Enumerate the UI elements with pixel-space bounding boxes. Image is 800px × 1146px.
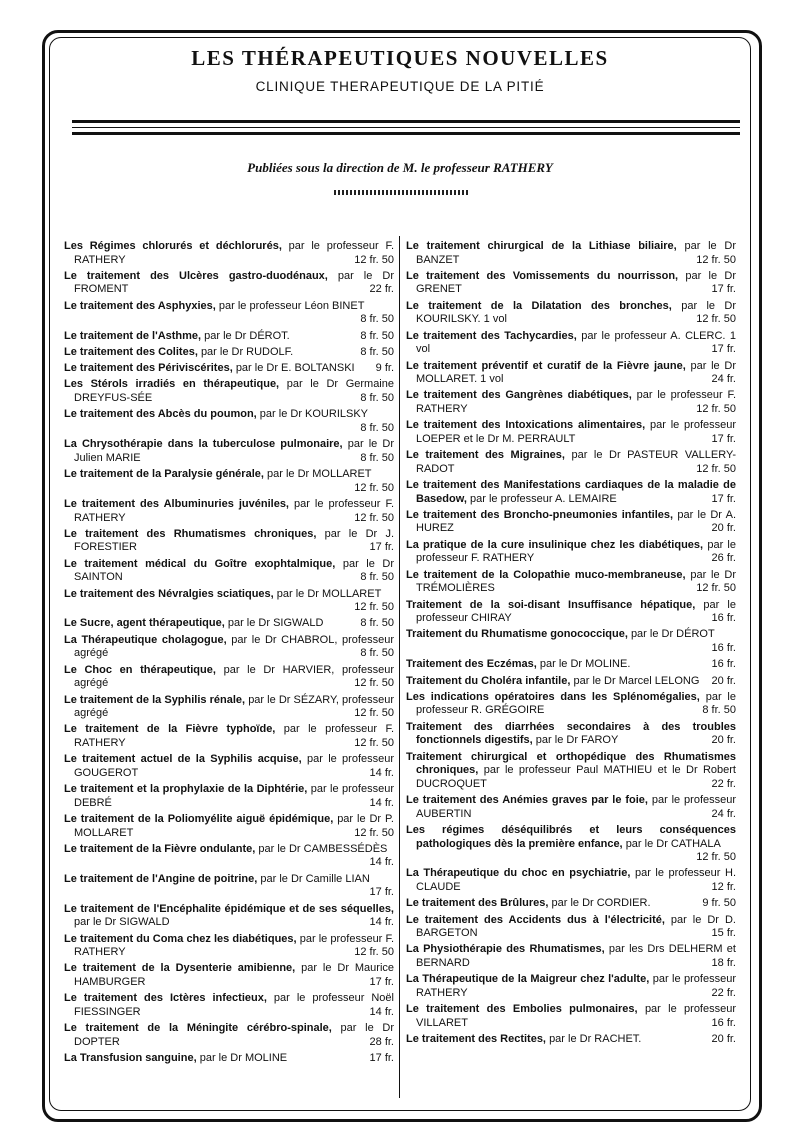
entry-price: 12 fr. 50 <box>354 736 394 749</box>
catalog-entry <box>406 389 736 416</box>
entry-title: Le traitement des Albuminuries juvéniles, <box>64 497 289 510</box>
entry-price: 9 fr. 50 <box>702 897 736 910</box>
entry-author: par le Dr MOLLARET <box>267 468 372 481</box>
catalog-entry <box>406 973 736 1000</box>
entry-price: 12 fr. 50 <box>354 511 394 524</box>
entry-author: par le Dr DÉROT. <box>204 329 290 342</box>
catalog-entry <box>64 270 394 297</box>
entry-author: par le Dr SIGWALD <box>227 617 324 630</box>
catalog-entry <box>64 468 394 495</box>
entry-title: Le traitement des Migraines, <box>406 449 565 462</box>
entry-title: Le traitement des Intoxications alimentaires, <box>406 419 646 432</box>
entry-price: 16 fr. <box>711 1016 736 1029</box>
catalog-entry <box>64 694 394 721</box>
catalog-entry <box>64 330 394 344</box>
catalog-entry <box>406 675 736 689</box>
entry-price: 14 fr. <box>369 856 394 869</box>
entry-title: Le traitement et la prophylaxie de la Diphtérie, <box>64 783 308 796</box>
catalog-entry <box>406 628 736 655</box>
entry-price: 20 fr. <box>711 734 736 747</box>
entry-title: Traitement des diarrhées secondaires à des troubles fonctionnels digestifs, <box>406 720 736 747</box>
header <box>54 46 746 94</box>
entry-author: par le professeur Léon BINET <box>218 299 365 312</box>
entry-price: 8 fr. 50 <box>360 329 394 342</box>
entry-author: par le professeur F. RATHERY <box>74 723 395 749</box>
entry-price: 16 fr. <box>711 612 736 625</box>
entry-price: 18 fr. <box>711 957 736 969</box>
entry-price: 14 fr. <box>369 766 394 779</box>
entry-author: par le Dr CAMBESSÉDÈS <box>258 842 388 855</box>
entry-title: Traitement chirurgical et orthopédique des Rhumatismes chroniques, <box>406 750 736 777</box>
catalog-entry <box>64 783 394 810</box>
entry-author: par le Dr DÉROT <box>630 628 715 641</box>
catalog-entry <box>64 1022 394 1049</box>
entry-price: 12 fr. 50 <box>354 707 394 720</box>
entry-author: par le professeur F. RATHERY <box>416 538 736 565</box>
entry-title: Le traitement des Embolies pulmonaires, <box>406 1003 638 1016</box>
entry-price: 22 fr. <box>711 777 736 790</box>
entry-author: par le professeur R. GRÉGOIRE <box>416 690 736 717</box>
catalog-entry <box>406 509 736 536</box>
entry-author: par le professeur F. RATHERY <box>74 932 395 959</box>
catalog-entry <box>64 438 394 465</box>
entry-author: par le professeur RATHERY <box>416 973 736 999</box>
entry-author: par le professeur LOEPER et le Dr M. PERRAULT <box>416 419 737 445</box>
entry-title: La Thérapeutique du choc en psychiatrie, <box>406 867 631 880</box>
entry-title: Le traitement des Ulcères gastro-duodénaux, <box>64 269 328 282</box>
entry-price: 9 fr. <box>375 362 394 375</box>
entry-author: par le Dr SÉZARY, professeur agrégé <box>74 693 395 720</box>
ornament-divider <box>334 190 468 195</box>
entry-author: par le professeur Noël FIESSINGER <box>74 992 394 1018</box>
entry-price: 17 fr. <box>369 886 394 899</box>
catalog-entry <box>406 569 736 596</box>
catalog-entry <box>406 824 736 865</box>
entry-price: 16 fr. <box>711 641 736 654</box>
catalog-entry <box>64 813 394 840</box>
entry-price: 14 fr. <box>369 796 394 809</box>
entry-title: La Physiothérapie des Rhumatismes, <box>406 943 605 956</box>
catalog-entry <box>64 362 394 376</box>
entry-title: Le traitement de l'Encéphalite épidémique et de ses séquelles, <box>64 902 394 915</box>
entry-price: 22 fr. <box>711 986 736 999</box>
page-title: LES THÉRAPEUTIQUES NOUVELLES <box>191 46 609 70</box>
entry-price: 8 fr. 50 <box>360 451 394 464</box>
entry-price: 24 fr. <box>711 373 736 386</box>
entry-title: Le traitement des Colites, <box>64 345 198 358</box>
entry-title: La pratique de la cure insulinique chez les diabétiques, <box>406 538 704 551</box>
entry-price: 15 fr. <box>711 927 736 940</box>
entry-title: Les indications opératoires dans les Splénomégalies, <box>406 690 700 703</box>
entry-title: Le traitement de la Paralysie générale, <box>64 468 264 481</box>
entry-price: 16 fr. <box>711 658 736 671</box>
entry-title: Les Régimes chlorurés et déchlorurés, <box>64 240 282 252</box>
catalog-entry <box>64 408 394 435</box>
entry-author: par le professeur A. LEMAIRE <box>470 492 617 505</box>
entry-author: par le Dr E. BOLTANSKI <box>235 362 355 375</box>
catalog-entry <box>64 933 394 960</box>
entry-title: Le Choc en thérapeutique, <box>64 663 216 676</box>
entry-title: Les régimes déséquilibrés et leurs conséquences pathologiques dès la première enfance, <box>406 823 736 850</box>
entry-title: Le traitement de la Dysenterie amibienne, <box>64 962 296 975</box>
entry-title: Le traitement de l'Asthme, <box>64 329 202 342</box>
entry-author: par le Dr Camille LIAN <box>260 872 370 885</box>
catalog-entry <box>64 588 394 615</box>
catalog-entry <box>406 270 736 297</box>
entry-author: par le Dr MOLINE <box>199 1052 288 1064</box>
entry-author: par le Dr Germaine DREYFUS-SÉE <box>74 378 394 405</box>
entry-title: Le traitement de l'Angine de poitrine, <box>64 872 258 885</box>
entry-title: Le traitement des Broncho-pneumonies infantiles, <box>406 508 674 521</box>
entry-title: Le traitement médical du Goître exophtalmique, <box>64 557 336 570</box>
catalog-entry <box>64 843 394 870</box>
entry-author: par les Drs DELHERM et BERNARD <box>416 943 736 969</box>
entry-author: par le professeur Paul MATHIEU et le Dr Robert DUCROQUET <box>416 764 736 790</box>
entry-title: Le traitement des Anémies graves par le foie, <box>406 794 648 807</box>
catalog-entry <box>406 300 736 327</box>
catalog-entry <box>64 962 394 989</box>
entry-price: 24 fr. <box>711 807 736 820</box>
direction-line: Publiées sous la direction de M. le professeur RATHERY <box>247 160 553 175</box>
entry-author: par le professeur GOUGEROT <box>74 753 395 779</box>
entry-author: par le Dr MOLLARET <box>276 587 382 600</box>
catalog-entry <box>406 479 736 506</box>
entry-title: Traitement du Rhumatisme gonococcique, <box>406 628 628 641</box>
entry-price: 12 fr. 50 <box>354 677 394 690</box>
entry-price: 12 fr. 50 <box>354 826 394 839</box>
entry-title: La Chrysothérapie dans la tuberculose pulmonaire, <box>64 438 343 451</box>
entry-title: Le traitement de la Syphilis rénale, <box>64 693 246 706</box>
entry-title: Le traitement des Ictères infectieux, <box>64 992 267 1005</box>
entry-price: 8 fr. 50 <box>360 392 394 405</box>
entry-author: par le Dr GRENET <box>416 269 736 296</box>
catalog-entry <box>406 330 736 357</box>
catalog-entry <box>406 539 736 566</box>
catalog-entry <box>406 751 736 792</box>
entry-author: par le Dr Marcel LELONG <box>573 674 700 687</box>
catalog-entry <box>64 558 394 585</box>
catalog-entry <box>64 378 394 405</box>
entry-author: par le Dr TRÉMOLIÈRES <box>416 568 736 595</box>
catalog-entry <box>64 528 394 555</box>
catalog-entry <box>406 867 736 894</box>
entry-author: par le Dr MOLINE. <box>539 658 631 671</box>
entry-price: 14 fr. <box>369 1005 394 1018</box>
entry-title: Le traitement de la Colopathie muco-membraneuse, <box>406 568 686 581</box>
catalog-entry <box>64 873 394 900</box>
catalog-entry <box>406 419 736 446</box>
entry-title: Le traitement préventif et curatif de la Fièvre jaune, <box>406 359 686 372</box>
entry-title: Le traitement de la Méningite cérébro-spinale, <box>64 1022 332 1035</box>
entry-author: par le Dr CORDIER. <box>551 897 651 910</box>
entry-author: par le Dr SIGWALD <box>74 916 170 929</box>
entry-author: par le Dr BANZET <box>416 240 736 266</box>
entry-author: par le Dr Maurice HAMBURGER <box>74 962 394 988</box>
header-rule-middle <box>72 127 740 128</box>
entry-price: 8 fr. 50 <box>360 313 394 326</box>
catalog-entry <box>64 346 394 360</box>
entry-price: 8 fr. 50 <box>360 617 394 630</box>
entry-title: Le traitement des Rhumatismes chroniques, <box>64 527 317 540</box>
catalog-entry <box>64 903 394 930</box>
entry-author: par le Dr RACHET. <box>549 1033 642 1046</box>
entry-author: par le Dr KOURILSKY <box>259 408 368 421</box>
entry-title: Traitement de la soi-disant Insuffisance hépatique, <box>406 598 696 611</box>
entry-title: Le traitement des Abcès du poumon, <box>64 408 257 421</box>
entry-price: 12 fr. 50 <box>354 601 394 614</box>
entry-author: par le professeur VILLARET <box>416 1003 737 1029</box>
entry-author: par le professeur F. RATHERY <box>74 240 395 266</box>
entry-author: par le professeur F. RATHERY <box>74 497 395 524</box>
entry-title: Traitement du Choléra infantile, <box>406 674 571 687</box>
entry-price: 12 fr. 50 <box>354 946 394 959</box>
entry-author: par le Dr FROMENT <box>74 269 394 296</box>
entry-author: par le professeur AUBERTIN <box>416 794 737 820</box>
entry-title: Le traitement chirurgical de la Lithiase biliaire, <box>406 240 677 252</box>
entry-author: par le Dr MOLLARET. 1 vol <box>416 359 736 386</box>
catalog-entry <box>406 599 736 626</box>
entry-author: par le Dr RUDOLF. <box>200 345 294 358</box>
entry-price: 12 fr. 50 <box>696 313 736 326</box>
entry-author: par le Dr FAROY <box>535 734 619 747</box>
catalog-entry <box>406 943 736 970</box>
entry-title: Le traitement des Asphyxies, <box>64 299 216 312</box>
catalog-entry <box>64 664 394 691</box>
entry-price: 12 fr. 50 <box>696 851 736 864</box>
catalog-entry <box>64 753 394 780</box>
entry-title: Traitement des Eczémas, <box>406 658 537 671</box>
entry-price: 8 fr. 50 <box>360 421 394 434</box>
entry-price: 17 fr. <box>369 1052 394 1064</box>
entry-price: 17 fr. <box>369 541 394 554</box>
entry-title: Le traitement des Gangrènes diabétiques, <box>406 389 632 402</box>
entry-title: Le traitement de la Fièvre typhoïde, <box>64 723 276 736</box>
entry-title: Le traitement des Tachycardies, <box>406 329 577 342</box>
entry-author: par le Dr J. FORESTIER <box>74 527 394 554</box>
catalog-entry <box>64 498 394 525</box>
catalog-entry <box>64 1052 394 1066</box>
entry-author: par le professeur F. RATHERY <box>416 389 737 415</box>
entry-price: 17 fr. <box>711 283 736 296</box>
entry-price: 12 fr. 50 <box>696 253 736 266</box>
entry-price: 17 fr. <box>711 432 736 445</box>
entry-author: par le Dr P. MOLLARET <box>74 813 394 839</box>
catalog-entry <box>64 300 394 327</box>
entry-author: par le Dr HARVIER, professeur agrégé <box>74 663 394 690</box>
catalog-entry <box>406 1033 736 1047</box>
entry-author: par le Dr PASTEUR VALLERY-RADOT <box>416 449 736 475</box>
header-rule-bottom <box>72 132 740 135</box>
entry-price: 12 fr. 50 <box>354 481 394 494</box>
page-subtitle: CLINIQUE THERAPEUTIQUE DE LA PITIÉ <box>255 79 545 94</box>
header-rule-top <box>72 120 740 123</box>
catalog-left-column <box>64 240 394 1068</box>
entry-price: 20 fr. <box>711 1033 736 1046</box>
entry-price: 14 fr. <box>369 916 394 929</box>
catalog-entry <box>64 617 394 631</box>
entry-price: 8 fr. 50 <box>360 571 394 584</box>
entry-title: Le traitement des Brûlures, <box>406 897 549 910</box>
entry-title: Le traitement des Rectites, <box>406 1033 546 1046</box>
entry-author: par le professeur DEBRÉ <box>74 783 394 809</box>
catalog-entry <box>406 360 736 387</box>
entry-price: 17 fr. <box>711 492 736 505</box>
entry-price: 17 fr. <box>369 975 394 988</box>
entry-price: 26 fr. <box>711 552 736 565</box>
entry-author: par le Dr DOPTER <box>74 1022 394 1048</box>
entry-author: par le Dr SAINTON <box>74 557 394 584</box>
entry-title: Le traitement des Manifestations cardiaques de la maladie de Basedow, <box>406 479 736 505</box>
entry-price: 12 fr. 50 <box>696 462 736 475</box>
entry-title: Les Stérols irradiés en thérapeutique, <box>64 378 280 391</box>
entry-price: 28 fr. <box>369 1035 394 1048</box>
entry-author: par le Dr D. BARGETON <box>416 913 736 940</box>
catalog-entry <box>406 721 736 748</box>
catalog-entry <box>64 240 394 267</box>
entry-price: 22 fr. <box>369 283 394 296</box>
entry-price: 12 fr. 50 <box>696 402 736 415</box>
entry-price: 12 fr. <box>711 880 736 893</box>
catalog-entry <box>406 449 736 476</box>
entry-author: par le Dr Julien MARIE <box>74 438 394 464</box>
catalog-entry <box>406 914 736 941</box>
entry-price: 12 fr. 50 <box>354 253 394 266</box>
entry-price: 8 fr. 50 <box>702 704 736 717</box>
entry-price: 8 fr. 50 <box>360 345 394 358</box>
catalog-entry <box>406 240 736 267</box>
entry-title: La Thérapeutique cholagogue, <box>64 633 227 646</box>
entry-title: Le traitement des Périviscérites, <box>64 362 233 375</box>
entry-author: par le Dr A. HUREZ <box>416 508 736 535</box>
catalog-entry <box>406 691 736 718</box>
entry-title: Le traitement de la Fièvre ondulante, <box>64 842 256 855</box>
catalog-entry <box>406 658 736 672</box>
entry-price: 20 fr. <box>711 674 736 687</box>
entry-price: 17 fr. <box>711 343 736 356</box>
entry-price: 20 fr. <box>711 522 736 535</box>
entry-title: Le traitement actuel de la Syphilis acquise, <box>64 753 302 766</box>
entry-title: Le Sucre, agent thérapeutique, <box>64 617 225 630</box>
catalog-entry <box>406 1003 736 1030</box>
entry-title: La Transfusion sanguine, <box>64 1052 197 1064</box>
entry-author: par le professeur A. CLERC. 1 vol <box>416 329 736 356</box>
entry-title: La Thérapeutique de la Maigreur chez l'adulte, <box>406 973 650 986</box>
entry-price: 8 fr. 50 <box>360 647 394 660</box>
catalog-columns <box>64 240 736 1096</box>
entry-author: par le Dr CATHALA <box>625 837 721 850</box>
entry-title: Le traitement des Névralgies sciatiques, <box>64 587 274 600</box>
entry-title: Le traitement du Coma chez les diabétiques, <box>64 932 297 945</box>
entry-title: Le traitement des Vomissements du nourrisson, <box>406 269 679 282</box>
entry-title: Le traitement de la Dilatation des bronches, <box>406 299 672 312</box>
catalog-right-column <box>406 240 736 1049</box>
catalog-entry <box>406 794 736 821</box>
catalog-entry <box>64 634 394 661</box>
entry-price: 12 fr. 50 <box>696 582 736 595</box>
catalog-entry <box>64 992 394 1019</box>
entry-title: Le traitement des Accidents dus à l'électricité, <box>406 913 665 926</box>
entry-author: par le professeur CHIRAY <box>416 598 736 625</box>
entry-author: par le Dr CHABROL, professeur agrégé <box>74 633 394 660</box>
catalog-entry <box>64 723 394 750</box>
entry-author: par le Dr KOURILSKY. 1 vol <box>416 299 737 326</box>
catalog-entry <box>406 897 736 911</box>
entry-author: par le professeur H. CLAUDE <box>416 867 736 893</box>
entry-title: Le traitement de la Poliomyélite aiguë épidémique, <box>64 813 334 825</box>
